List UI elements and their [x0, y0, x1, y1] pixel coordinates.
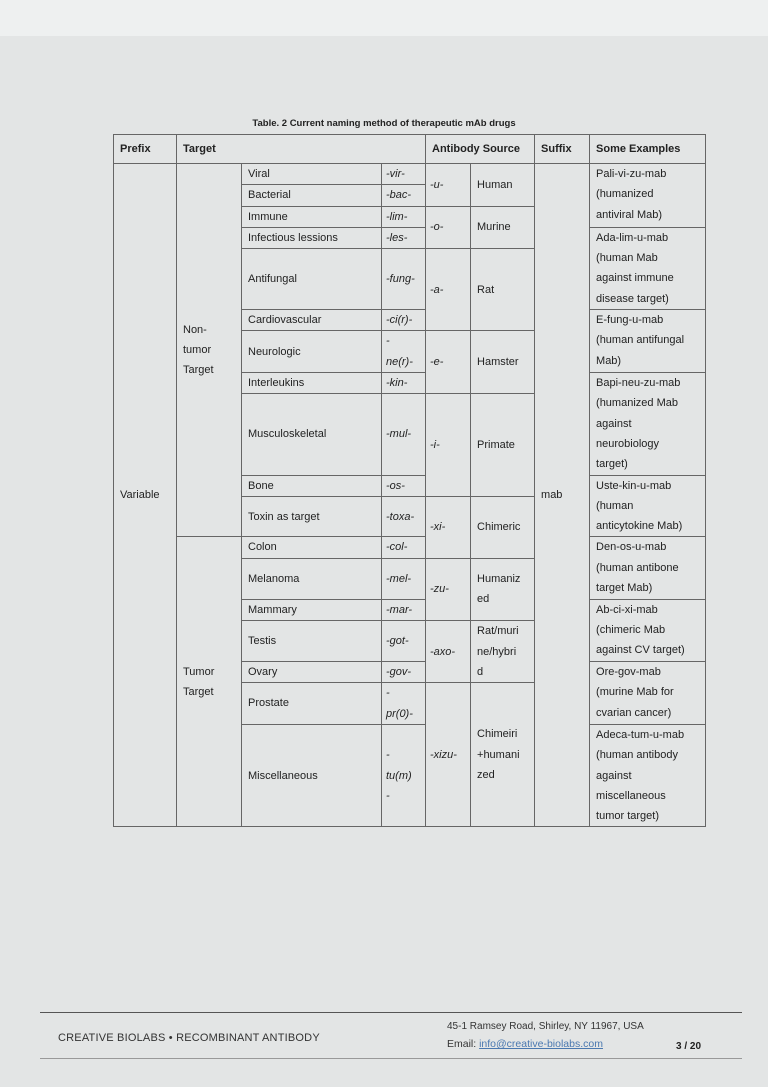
target-code: - pr(0)-: [382, 683, 426, 725]
example-cell: Bapi-neu-zu-mab (humanized Mab against neurobiology target): [590, 373, 706, 475]
target-code: -toxa-: [382, 496, 426, 537]
naming-table: [113, 134, 706, 827]
example-cell: Ore-gov-mab (murine Mab for cvarian cancer): [590, 662, 706, 725]
target-code: -col-: [382, 537, 426, 558]
target-code: -lim-: [382, 206, 426, 227]
target-name: Musculoskeletal: [242, 394, 382, 475]
target-code: -mel-: [382, 558, 426, 599]
header-prefix: Prefix: [114, 135, 177, 164]
example-cell: Den-os-u-mab (human antibone target Mab): [590, 537, 706, 599]
target-name: Testis: [242, 621, 382, 662]
target-code: -vir-: [382, 164, 426, 185]
target-name: Antifungal: [242, 249, 382, 310]
footer-bottom-divider: [40, 1058, 742, 1059]
source-code: -xizu-: [426, 683, 471, 827]
page-number: 3 / 20: [676, 1041, 702, 1052]
target-code: -mar-: [382, 599, 426, 620]
target-code: -kin-: [382, 373, 426, 394]
header-row: [114, 135, 706, 164]
example-cell: Uste-kin-u-mab (human anticytokine Mab): [590, 475, 706, 537]
footer-brand: CREATIVE BIOLABS • RECOMBINANT ANTIBODY: [58, 1032, 320, 1044]
source-name: Chimeric: [471, 496, 535, 558]
header-target: Target: [177, 135, 426, 164]
target-name: Neurologic: [242, 331, 382, 373]
target-code: -bac-: [382, 185, 426, 206]
source-code: -e-: [426, 331, 471, 394]
target-name: Toxin as target: [242, 496, 382, 537]
prefix-cell: Variable: [114, 164, 177, 827]
source-code: -i-: [426, 394, 471, 496]
target-code: -fung-: [382, 249, 426, 310]
example-cell: E-fung-u-mab (human antifungal Mab): [590, 310, 706, 373]
example-cell: Adeca-tum-u-mab (human antibody against miscellaneous tumor target): [590, 724, 706, 826]
target-name: Melanoma: [242, 558, 382, 599]
target-name: Infectious lessions: [242, 227, 382, 248]
target-code: -got-: [382, 621, 426, 662]
source-code: -o-: [426, 206, 471, 249]
target-name: Immune: [242, 206, 382, 227]
table-row: [114, 537, 706, 558]
header-suffix: Suffix: [535, 135, 590, 164]
suffix-cell: mab: [535, 164, 590, 827]
target-name: Colon: [242, 537, 382, 558]
target-name: Miscellaneous: [242, 724, 382, 826]
source-name: Rat: [471, 249, 535, 331]
source-name: Primate: [471, 394, 535, 496]
table-caption: Table. 2 Current naming method of therapeutic mAb drugs: [252, 118, 516, 129]
target-name: Interleukins: [242, 373, 382, 394]
source-code: -a-: [426, 249, 471, 331]
target-name: Mammary: [242, 599, 382, 620]
table-row: [114, 164, 706, 185]
target-group-tumor: Tumor Target: [177, 537, 242, 827]
target-code: -mul-: [382, 394, 426, 475]
target-code: -les-: [382, 227, 426, 248]
target-code: - ne(r)-: [382, 331, 426, 373]
target-name: Bacterial: [242, 185, 382, 206]
email-link[interactable]: info@creative-biolabs.com: [479, 1038, 603, 1050]
target-name: Bone: [242, 475, 382, 496]
target-name: Viral: [242, 164, 382, 185]
header-source: Antibody Source: [426, 135, 535, 164]
header-examples: Some Examples: [590, 135, 706, 164]
source-code: -xi-: [426, 496, 471, 558]
page-top-band: [0, 0, 768, 36]
target-name: Prostate: [242, 683, 382, 725]
target-code: -gov-: [382, 662, 426, 683]
source-name: Humaniz ed: [471, 558, 535, 620]
example-cell: Pali-vi-zu-mab (humanized antiviral Mab): [590, 164, 706, 228]
target-name: Ovary: [242, 662, 382, 683]
target-name: Cardiovascular: [242, 310, 382, 331]
target-code: - tu(m) -: [382, 724, 426, 826]
target-code: -ci(r)-: [382, 310, 426, 331]
source-name: Hamster: [471, 331, 535, 394]
footer-address: 45-1 Ramsey Road, Shirley, NY 11967, USA: [447, 1021, 644, 1032]
source-name: Human: [471, 164, 535, 207]
source-code: -u-: [426, 164, 471, 207]
target-code: -os-: [382, 475, 426, 496]
source-name: Rat/muri ne/hybri d: [471, 621, 535, 683]
footer-divider: [40, 1012, 742, 1013]
source-name: Murine: [471, 206, 535, 249]
footer-email: [447, 1038, 603, 1050]
source-code: -zu-: [426, 558, 471, 620]
example-cell: Ada-lim-u-mab (human Mab against immune disease target): [590, 227, 706, 309]
source-name: Chimeiri +humani zed: [471, 683, 535, 827]
email-label: Email:: [447, 1038, 480, 1050]
source-code: -axo-: [426, 621, 471, 683]
target-group-nontumor: Non- tumor Target: [177, 164, 242, 537]
example-cell: Ab-ci-xi-mab (chimeric Mab against CV target): [590, 599, 706, 661]
